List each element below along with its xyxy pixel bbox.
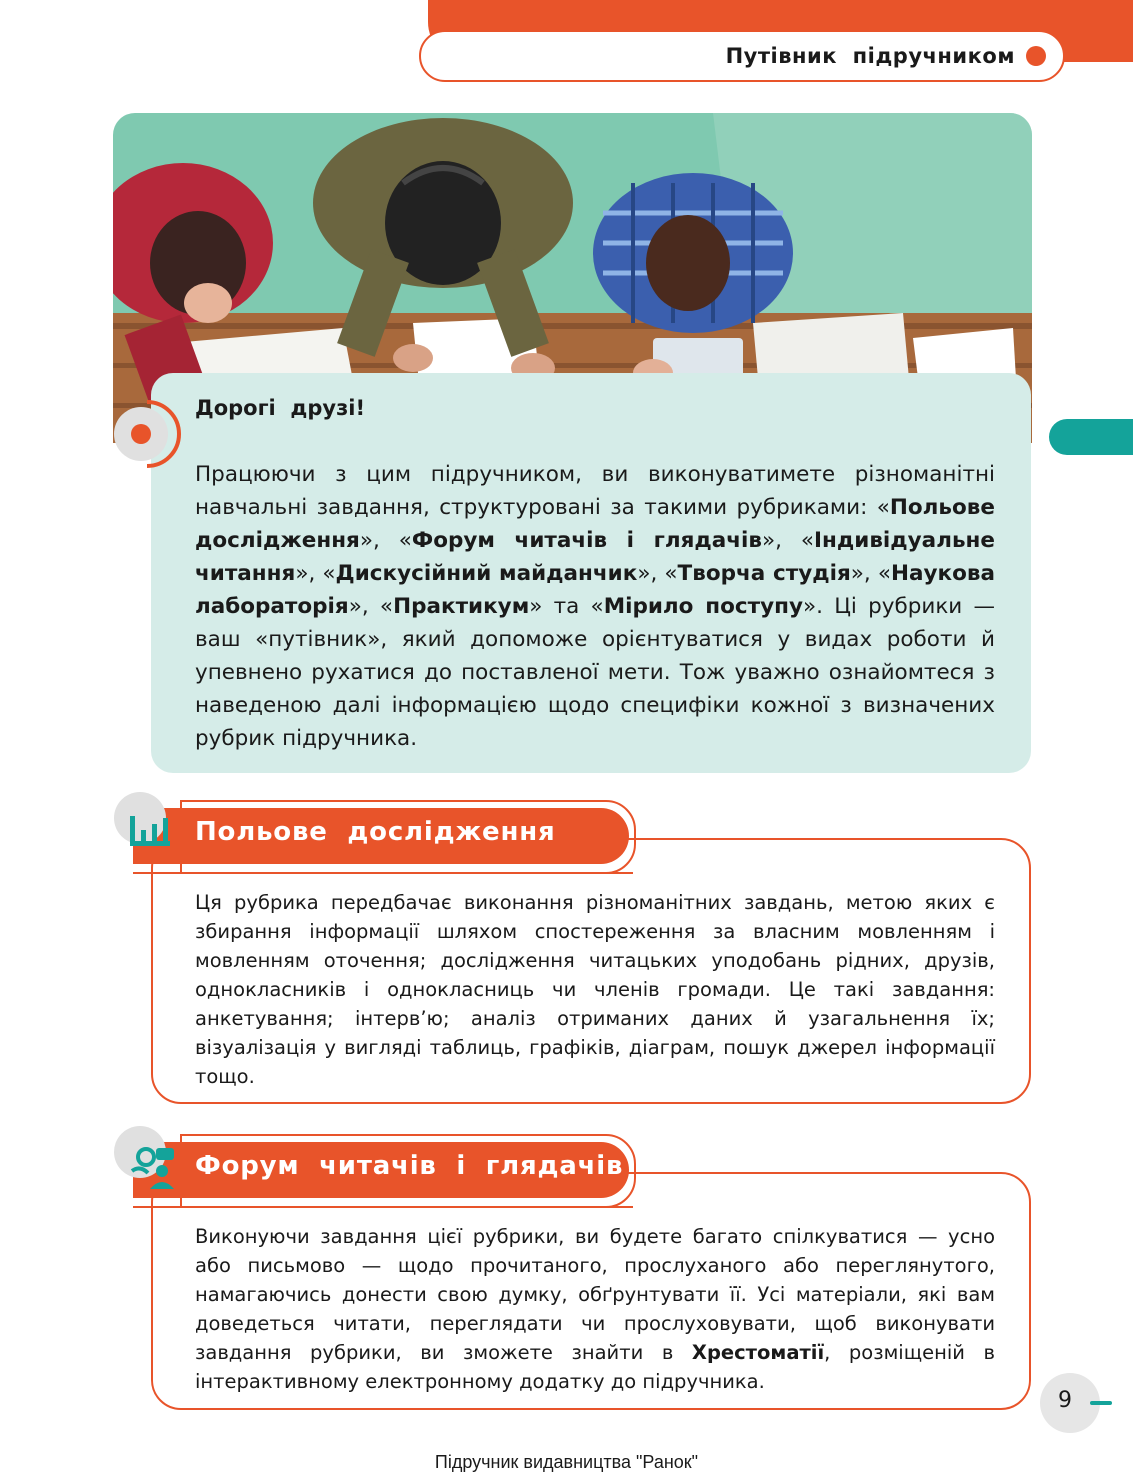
- text-run: , розміщеній в інтерактивному електронному додатку до підручника.: [195, 1341, 995, 1393]
- bold-rubric-name: Польове дослідження: [195, 495, 995, 553]
- text-run: » та «: [529, 594, 604, 619]
- text-run: », «: [637, 561, 678, 586]
- section-title-readers-forum: Форум читачів і глядачів: [195, 1151, 624, 1181]
- intro-greeting: Дорогі друзі!: [195, 396, 366, 420]
- section-text-readers-forum: [195, 1222, 995, 1396]
- text-run: », «: [850, 561, 891, 586]
- text-run: Працюючи з цим підручником, ви виконуватимете різноманітні навчальні завдання, структуровані за такими рубриками: «: [195, 462, 995, 520]
- page-number-dash: [1090, 1401, 1112, 1405]
- bold-rubric-name: Дискусійний майданчик: [335, 561, 638, 586]
- intro-paragraph: [195, 458, 995, 755]
- section-title-field-research: Польове дослідження: [195, 817, 556, 847]
- text-run: », «: [295, 561, 336, 586]
- text-run: Виконуючи завдання цієї рубрики, ви будете багато спілкуватися — усно або письмово — щодо прочитаного, прослуханого або переглянутого, намагаючись донести свою думку, обґрунтувати її. Усі матеріали, які вам доведеться читати, переглядати чи прослуховувати, щоб виконувати завдання рубрики, ви зможете знайти в: [195, 1225, 995, 1364]
- bold-rubric-name: Практикум: [393, 594, 530, 619]
- header-dot-icon: [1026, 46, 1046, 66]
- bold-rubric-name: Творча студія: [677, 561, 851, 586]
- bold-rubric-name: Хрестоматії: [691, 1341, 825, 1364]
- text-run: », «: [359, 528, 412, 553]
- people-discussion-icon: [130, 1145, 178, 1195]
- bold-rubric-name: Мірило поступу: [603, 594, 804, 619]
- side-tab-marker: [1049, 419, 1133, 455]
- page-title: Путівник підручником: [725, 44, 1015, 68]
- page-number: 9: [1058, 1388, 1072, 1413]
- section-text-field-research: Ця рубрика передбачає виконання різноманітних завдань, метою яких є збирання інформації шляхом спостереження за власним мовленням і мовленням оточення; дослідження читацьких уподобань рідних, друзів, однокласників і однокласниць чи членів громади. Це такі завдання: анкетування; інтерв’ю; аналіз отриманих даних й узагальнення їх; візуалізація у вигляді таблиць, графіків, діаграм, пошук джерел інформації тощо.: [195, 891, 995, 1088]
- text-run: ». Ці рубрики — ваш «путівник», який допоможе орієнтуватися у видах роботи й упевнено рухатися до поставленої мети. Тож уважно ознайомтеся з наведеною далі інформацією щодо специфіки кожної з визначених рубрик підручника.: [195, 594, 995, 751]
- intro-target-icon: [113, 400, 181, 468]
- text-run: », «: [761, 528, 815, 553]
- bold-rubric-name: Форум читачів і глядачів: [411, 528, 762, 553]
- publisher-footer: Підручник видавництва "Ранок": [434, 1452, 699, 1472]
- bold-rubric-name: Індивідуальне читання: [195, 528, 995, 586]
- bar-chart-icon: [126, 808, 176, 852]
- text-run: », «: [348, 594, 394, 619]
- section-underline: [133, 1206, 633, 1208]
- section-underline: [133, 872, 633, 874]
- bold-rubric-name: Наукова лабораторія: [195, 561, 995, 619]
